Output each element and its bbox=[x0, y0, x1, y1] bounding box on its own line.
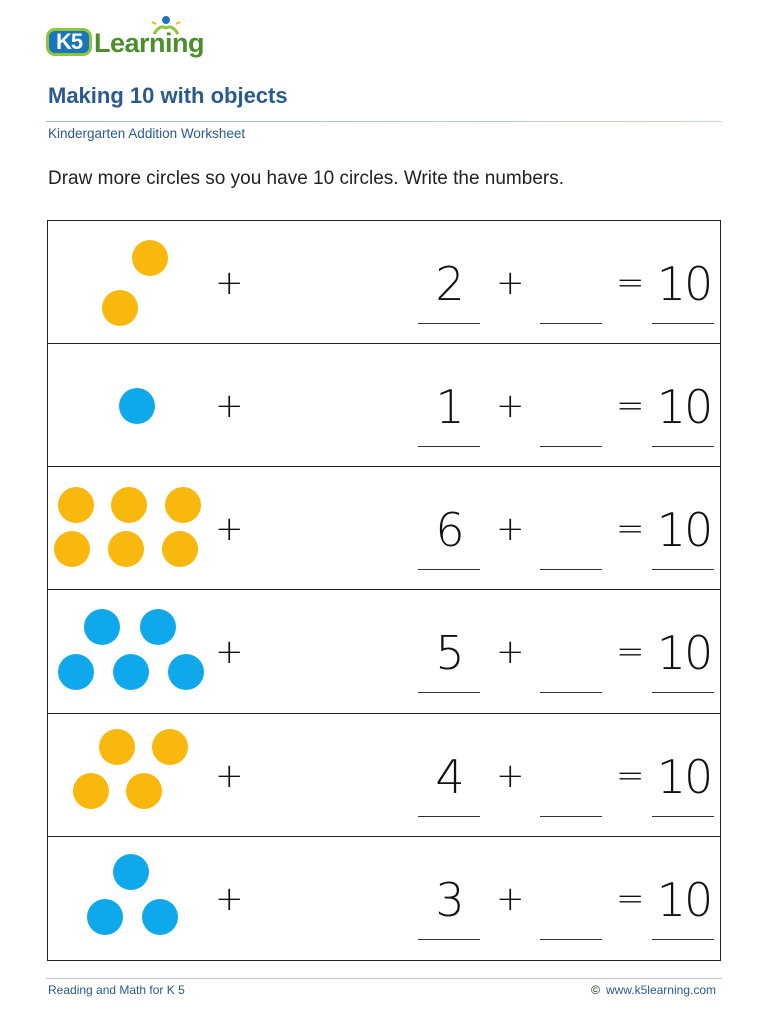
given-number: 6 bbox=[435, 503, 465, 558]
equals-sign: = bbox=[616, 878, 645, 919]
yellow-circle bbox=[99, 729, 135, 765]
circle-group bbox=[48, 467, 218, 589]
total-underline bbox=[652, 939, 714, 940]
plus-sign: + bbox=[496, 878, 525, 919]
equals-sign: = bbox=[616, 263, 645, 303]
answer-blank[interactable] bbox=[540, 446, 602, 447]
problem-row bbox=[48, 714, 720, 837]
plus-sign: + bbox=[215, 878, 244, 919]
given-number-underline bbox=[418, 323, 480, 324]
yellow-circle bbox=[73, 773, 109, 809]
given-number: 4 bbox=[435, 749, 465, 804]
circle-group bbox=[48, 221, 218, 343]
plus-sign: + bbox=[496, 755, 525, 796]
yellow-circle bbox=[152, 729, 188, 765]
given-number: 1 bbox=[435, 380, 465, 435]
given-number: 3 bbox=[435, 872, 465, 927]
footer-tagline: Reading and Math for K 5 bbox=[48, 983, 185, 997]
yellow-circle bbox=[165, 487, 201, 523]
given-number-underline bbox=[418, 569, 480, 570]
blue-circle bbox=[142, 899, 178, 935]
answer-blank[interactable] bbox=[540, 816, 602, 817]
yellow-circle bbox=[162, 531, 198, 567]
yellow-circle bbox=[132, 240, 168, 276]
logo-k5-badge: K5 bbox=[46, 28, 92, 56]
logo-reading-figure-icon bbox=[146, 14, 186, 36]
answer-blank[interactable] bbox=[540, 939, 602, 940]
total-number: 10 bbox=[656, 503, 712, 558]
copyright-symbol: © bbox=[591, 983, 600, 997]
blue-circle bbox=[119, 388, 155, 424]
worksheet-subtitle: Kindergarten Addition Worksheet bbox=[48, 126, 246, 141]
blue-circle bbox=[140, 609, 176, 645]
plus-sign: + bbox=[496, 386, 525, 427]
total-underline bbox=[652, 446, 714, 447]
total-number: 10 bbox=[656, 749, 712, 804]
blue-circle bbox=[113, 854, 149, 890]
yellow-circle bbox=[111, 487, 147, 523]
total-number: 10 bbox=[656, 872, 712, 927]
circle-group bbox=[48, 837, 218, 959]
total-underline bbox=[652, 692, 714, 693]
footer-url-link[interactable]: www.k5learning.com bbox=[605, 983, 716, 997]
plus-sign: + bbox=[215, 755, 244, 796]
circle-group bbox=[48, 590, 218, 712]
problem-row bbox=[48, 590, 720, 713]
equals-sign: = bbox=[616, 386, 645, 427]
plus-sign: + bbox=[496, 632, 525, 673]
equals-sign: = bbox=[616, 755, 645, 796]
answer-blank[interactable] bbox=[540, 569, 602, 570]
logo-wordmark: Learning bbox=[94, 28, 205, 58]
yellow-circle bbox=[102, 290, 138, 326]
given-number-underline bbox=[418, 816, 480, 817]
k5-learning-logo bbox=[42, 14, 212, 62]
blue-circle bbox=[87, 899, 123, 935]
circle-group bbox=[48, 714, 218, 836]
total-number: 10 bbox=[656, 257, 712, 311]
total-underline bbox=[652, 323, 714, 324]
plus-sign: + bbox=[215, 509, 244, 550]
answer-blank[interactable] bbox=[540, 692, 602, 693]
blue-circle bbox=[113, 654, 149, 690]
plus-sign: + bbox=[215, 632, 244, 673]
plus-sign: + bbox=[215, 386, 244, 427]
plus-sign: + bbox=[496, 263, 525, 303]
worksheet-title: Making 10 with objects bbox=[48, 83, 288, 108]
total-number: 10 bbox=[656, 626, 712, 681]
given-number-underline bbox=[418, 446, 480, 447]
given-number: 5 bbox=[435, 626, 465, 681]
circle-group bbox=[48, 344, 218, 466]
equals-sign: = bbox=[616, 632, 645, 673]
title-divider bbox=[46, 121, 722, 122]
total-underline bbox=[652, 569, 714, 570]
total-underline bbox=[652, 816, 714, 817]
blue-circle bbox=[168, 654, 204, 690]
yellow-circle bbox=[54, 531, 90, 567]
problem-row bbox=[48, 221, 720, 344]
given-number-underline bbox=[418, 939, 480, 940]
answer-blank[interactable] bbox=[540, 323, 602, 324]
plus-sign: + bbox=[496, 509, 525, 550]
given-number-underline bbox=[418, 692, 480, 693]
footer-divider bbox=[46, 978, 722, 979]
problem-table bbox=[47, 220, 721, 961]
instructions: Draw more circles so you have 10 circles. Write the numbers. bbox=[48, 168, 564, 189]
problem-row bbox=[48, 467, 720, 590]
blue-circle bbox=[58, 654, 94, 690]
total-number: 10 bbox=[656, 380, 712, 435]
yellow-circle bbox=[126, 773, 162, 809]
given-number: 2 bbox=[435, 257, 465, 311]
footer-credit bbox=[591, 983, 716, 997]
yellow-circle bbox=[108, 531, 144, 567]
problem-row bbox=[48, 837, 720, 960]
problem-row bbox=[48, 344, 720, 467]
plus-sign: + bbox=[215, 263, 244, 303]
blue-circle bbox=[84, 609, 120, 645]
yellow-circle bbox=[58, 487, 94, 523]
equals-sign: = bbox=[616, 509, 645, 550]
